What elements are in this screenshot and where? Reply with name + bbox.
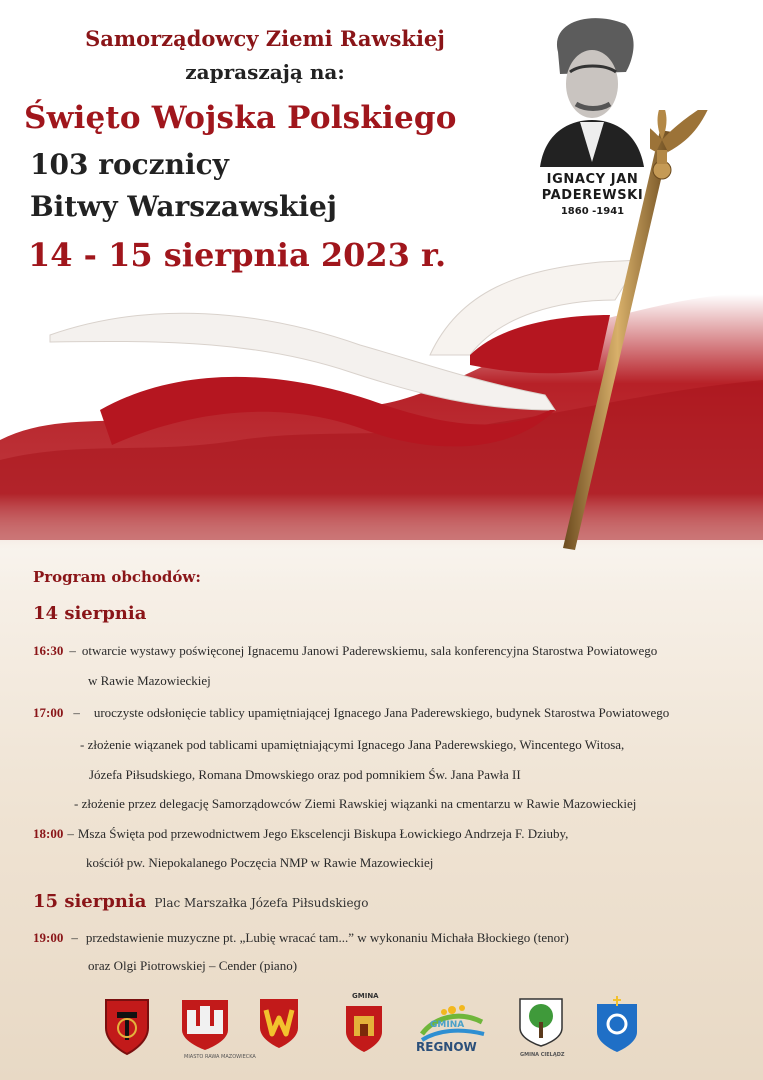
dash: – bbox=[67, 826, 74, 841]
sub-item: - złożenie przez delegację Samorządowców Ziemi Rawskiej wiązanki na cmentarzu w Rawie Mazowieckiej bbox=[74, 796, 637, 811]
powiat-coat-of-arms-icon bbox=[100, 996, 154, 1058]
portrait-name-line1: IGNACY JAN bbox=[546, 172, 639, 187]
cieladz-caption: GMINA CIELĄDZ bbox=[520, 1052, 565, 1058]
gmina-cieladz-crest-icon bbox=[516, 996, 566, 1048]
schedule-row bbox=[33, 643, 657, 659]
item-text: przedstawienie muzyczne pt. „Lubię wracać tam...” w wykonaniu Michała Błockiego (tenor) bbox=[85, 930, 569, 945]
gmina-w-crest-icon bbox=[257, 996, 301, 1050]
portrait-caption bbox=[520, 172, 665, 204]
schedule-row bbox=[33, 705, 669, 721]
dash: – bbox=[69, 643, 76, 658]
time: 17:00 bbox=[33, 705, 64, 720]
battle-line: Bitwy Warszawskiej bbox=[30, 190, 337, 223]
item-continuation: w Rawie Mazowieckiej bbox=[88, 673, 211, 688]
event-title: Święto Wojska Polskiego bbox=[24, 100, 457, 136]
portrait-name-line2: PADEREWSKI bbox=[541, 188, 644, 203]
event-date: 14 - 15 sierpnia 2023 r. bbox=[28, 236, 447, 274]
schedule-row bbox=[33, 826, 568, 842]
day1-label: 14 sierpnia bbox=[33, 603, 147, 624]
sub-item: - złożenie wiązanek pod tablicami upamiętniającymi Ignacego Jana Paderewskiego, Wincentego Witosa, bbox=[80, 737, 625, 752]
day2-heading bbox=[33, 891, 368, 912]
regnow-name: REGNOW bbox=[416, 1040, 477, 1054]
day2-label: 15 sierpnia bbox=[33, 891, 147, 912]
time: 19:00 bbox=[33, 930, 64, 945]
regnow-gmina: GMINA bbox=[430, 1020, 465, 1030]
gmina-blue-crest-icon bbox=[594, 996, 640, 1054]
item-text: uroczyste odsłonięcie tablicy upamiętniającej Ignacego Jana Paderewskiego, budynek Starostwa Powiatowego bbox=[93, 705, 670, 720]
portrait-years: 1860 -1941 bbox=[560, 206, 625, 217]
day2-place: Plac Marszałka Józefa Piłsudskiego bbox=[154, 896, 369, 910]
time: 16:30 bbox=[33, 643, 64, 658]
dash: – bbox=[71, 930, 78, 945]
miasto-rawa-crest-icon bbox=[178, 996, 232, 1052]
dash: – bbox=[73, 705, 80, 720]
miasto-caption: MIASTO RAWA MAZOWIECKA bbox=[184, 1054, 256, 1060]
program-heading: Program obchodów: bbox=[33, 568, 201, 586]
schedule-row bbox=[33, 930, 569, 946]
item-text: Msza Święta pod przewodnictwem Jego Ekscelencji Biskupa Łowickiego Andrzeja F. Dziuby, bbox=[77, 826, 569, 841]
rawa-gmina-top: GMINA bbox=[352, 992, 379, 1000]
invite-line: zapraszają na: bbox=[185, 60, 345, 84]
paderewski-portrait bbox=[530, 12, 650, 167]
sponsor-logos bbox=[0, 990, 763, 1065]
item-continuation: oraz Olgi Piotrowskiej – Cender (piano) bbox=[88, 958, 298, 973]
anniversary-line: 103 rocznicy bbox=[30, 148, 229, 181]
item-text: otwarcie wystawy poświęconej Ignacemu Janowi Paderewskiemu, sala konferencyjna Starostwa Powiatowego bbox=[81, 643, 658, 658]
item-continuation: Józefa Piłsudskiego, Romana Dmowskiego oraz pod pomnikiem Św. Jana Pawła II bbox=[89, 767, 521, 782]
organizer-line: Samorządowcy Ziemi Rawskiej bbox=[85, 26, 445, 51]
time: 18:00 bbox=[33, 826, 64, 841]
item-continuation: kościół pw. Niepokalanego Poczęcia NMP w Rawie Mazowieckiej bbox=[86, 855, 434, 870]
gmina-rawa-crest-icon bbox=[336, 1002, 396, 1058]
